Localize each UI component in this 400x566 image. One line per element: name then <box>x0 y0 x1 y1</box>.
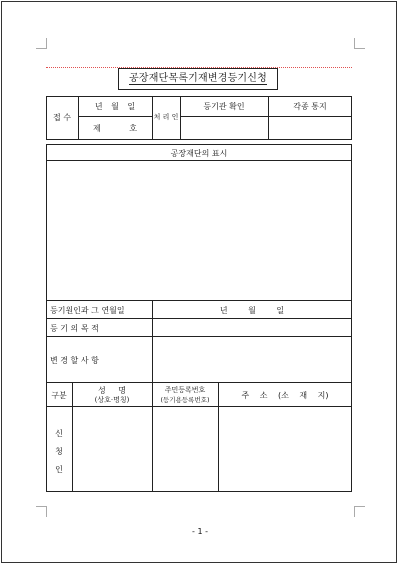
applicant-label-3: 인 <box>55 465 63 474</box>
applicant-header-bottom <box>46 406 352 407</box>
cause-date-value: 년 월 일 <box>219 306 285 315</box>
applicant-label-2: 청 <box>55 447 63 456</box>
receipt-label: 접 수 <box>53 113 71 122</box>
notices-label: 각종 통지 <box>293 102 327 111</box>
cause-row-bottom <box>46 318 352 319</box>
col-name: 성 명 <box>98 386 126 395</box>
col-id-sub: (등기용등록번호) <box>160 396 210 404</box>
purpose-label: 등 기 의 목 적 <box>50 324 99 333</box>
col-gubun: 구분 <box>51 391 67 400</box>
receipt-date: 년 월 일 <box>94 102 136 111</box>
crop-mark-bottom-right <box>354 506 365 517</box>
factory-header: 공장재단의 표시 <box>170 149 228 158</box>
receipt-hline-left <box>78 116 152 117</box>
registry-check-label: 등기관 확인 <box>203 102 245 111</box>
change-label: 변 경 할 사 항 <box>50 356 99 365</box>
receipt-hline-right <box>180 116 352 117</box>
factory-header-line <box>46 160 352 161</box>
col-name-sub: (상호·명칭) <box>94 396 130 404</box>
crop-mark-top-right <box>354 38 365 49</box>
purpose-row-bottom <box>46 336 352 337</box>
processor-label: 처 리 인 <box>153 113 179 121</box>
col-id: 주민등록번호 <box>164 386 206 394</box>
applicant-label-1: 신 <box>55 429 63 438</box>
change-row-bottom <box>46 382 352 383</box>
crop-mark-bottom-left <box>36 506 47 517</box>
page-number: - 1 - <box>192 527 208 536</box>
cause-date-label: 등기원인과 그 연월일 <box>50 306 125 315</box>
factory-area-bottom <box>46 300 352 301</box>
document-title: 공장재단목록기재변경등기신청 <box>128 73 268 84</box>
document-title-box <box>118 68 278 90</box>
crop-mark-top-left <box>36 38 47 49</box>
col-address: 주 소 (소 재 지) <box>241 391 329 400</box>
receipt-number: 제 호 <box>93 124 137 133</box>
